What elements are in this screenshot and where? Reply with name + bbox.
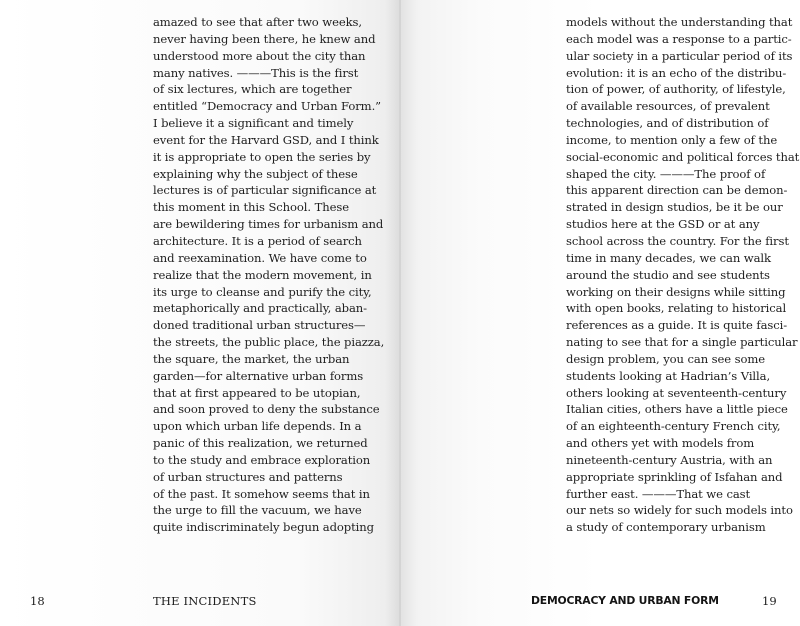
page-gutter	[399, 0, 401, 626]
text-line: that at first appeared to be utopian,	[153, 385, 361, 400]
text-line: references as a guide. It is quite fasci-	[566, 318, 788, 333]
text-line: others looking at seventeenth-century	[566, 385, 787, 400]
text-line: strated in design studios, be it be our	[566, 200, 783, 215]
text-line: shaped the city. ———The proof of	[566, 166, 766, 181]
text-line: further east. ———That we cast	[566, 486, 751, 501]
text-line: lectures is of particular significance at	[153, 183, 377, 198]
text-line: income, to mention only a few of the	[566, 132, 778, 147]
text-line: are bewildering times for urbanism and	[153, 217, 384, 232]
right-page	[400, 0, 800, 626]
text-line: metaphorically and practically, aban-	[153, 301, 367, 316]
text-line: entitled “Democracy and Urban Form.”	[153, 99, 381, 114]
text-line: event for the Harvard GSD, and I think	[153, 132, 379, 147]
left-body-text	[153, 14, 393, 536]
text-line: models without the understanding that	[566, 15, 793, 29]
text-line: quite indiscriminately begun adopting	[153, 520, 374, 535]
text-line: social-economic and political forces that	[566, 149, 800, 164]
text-line: a study of contemporary urbanism	[566, 520, 766, 535]
text-line: it is appropriate to open the series by	[153, 149, 371, 164]
text-line: around the studio and see students	[566, 267, 770, 282]
text-line: our nets so widely for such models into	[566, 503, 793, 518]
running-head-left: THE INCIDENTS	[153, 594, 257, 608]
text-line: time in many decades, we can walk	[566, 250, 771, 265]
text-line: of six lectures, which are together	[153, 82, 352, 97]
text-line: design problem, you can see some	[566, 351, 765, 366]
text-line: of urban structures and patterns	[153, 469, 343, 484]
text-line: studios here at the GSD or at any	[566, 217, 760, 232]
text-line: this moment in this School. These	[153, 200, 349, 215]
text-line: to the study and embrace exploration	[153, 452, 371, 467]
text-line: Italian cities, others have a little piece	[566, 402, 788, 417]
page-number-left: 18	[30, 594, 45, 608]
text-line: many natives. ———This is the first	[153, 65, 359, 80]
text-line: the urge to fill the vacuum, we have	[153, 503, 362, 518]
text-line: upon which urban life depends. In a	[153, 419, 362, 434]
text-line: nating to see that for a single particular	[566, 335, 798, 350]
text-line: technologies, and of distribution of	[566, 116, 769, 131]
text-line: garden—for alternative urban forms	[153, 368, 364, 383]
text-line: the square, the market, the urban	[153, 351, 350, 366]
text-line: and soon proved to deny the substance	[153, 402, 380, 417]
text-line: never having been there, he knew and	[153, 31, 376, 46]
text-line: amazed to see that after two weeks,	[153, 15, 362, 29]
page-number-right: 19	[762, 594, 777, 608]
text-line: working on their designs while sitting	[566, 284, 786, 299]
text-line: appropriate sprinkling of Isfahan and	[566, 469, 783, 484]
text-line: its urge to cleanse and purify the city,	[153, 284, 372, 299]
text-line: tion of power, of authority, of lifestyle,	[566, 82, 786, 97]
text-line: realize that the modern movement, in	[153, 267, 372, 282]
text-line: ular society in a particular period of its	[566, 48, 793, 63]
text-line: architecture. It is a period of search	[153, 233, 362, 248]
text-line: explaining why the subject of these	[153, 166, 358, 181]
text-line: the streets, the public place, the piazza,	[153, 335, 385, 350]
text-line: doned traditional urban structures—	[153, 318, 366, 333]
text-line: nineteenth-century Austria, with an	[566, 452, 773, 467]
text-line: students looking at Hadrian’s Villa,	[566, 368, 771, 383]
running-head-right: DEMOCRACY AND URBAN FORM	[531, 594, 719, 607]
text-line: panic of this realization, we returned	[153, 436, 368, 451]
text-line: evolution: it is an echo of the distribu-	[566, 65, 787, 80]
text-line: of the past. It somehow seems that in	[153, 486, 370, 501]
text-line: understood more about the city than	[153, 48, 366, 63]
text-line: this apparent direction can be demon-	[566, 183, 788, 198]
right-body-text	[566, 14, 800, 536]
text-line: of available resources, of prevalent	[566, 99, 770, 114]
text-line: and reexamination. We have come to	[153, 250, 367, 265]
text-line: and others yet with models from	[566, 436, 755, 451]
text-line: school across the country. For the first	[566, 233, 789, 248]
text-line: each model was a response to a partic-	[566, 31, 792, 46]
text-line: of an eighteenth-century French city,	[566, 419, 781, 434]
text-line: with open books, relating to historical	[566, 301, 787, 316]
text-line: I believe it a significant and timely	[153, 116, 354, 131]
